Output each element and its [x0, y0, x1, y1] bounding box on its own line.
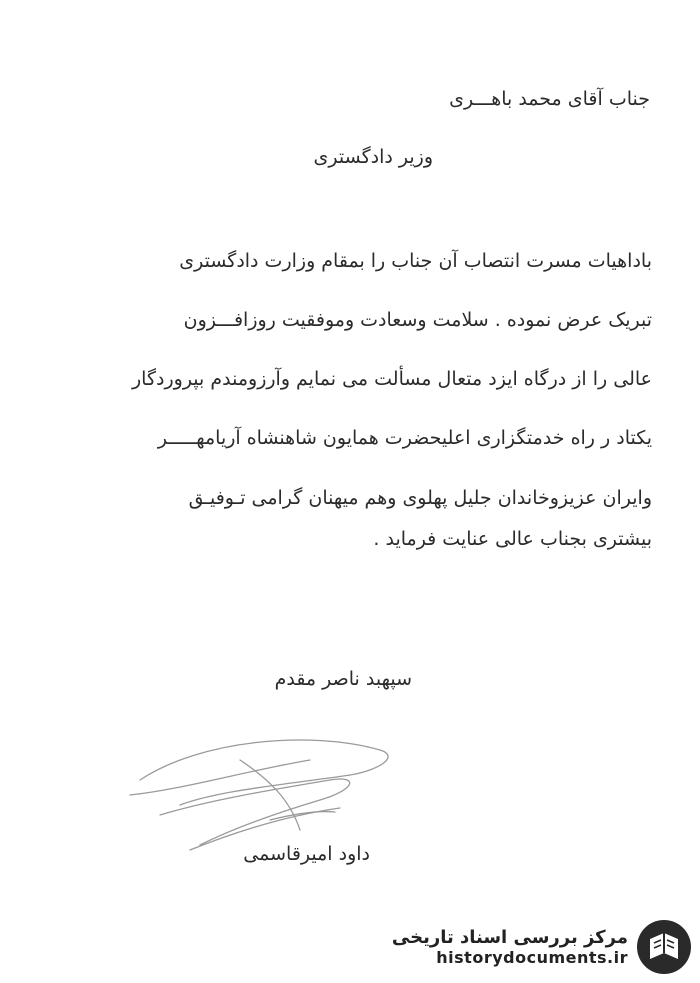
archive-logo-icon [636, 919, 692, 975]
sender-name: سپهبد ناصر مقدم [274, 668, 412, 690]
signer-name: داود امیرقاسمی [243, 843, 370, 865]
body-line: باداهیات مسرت انتصاب آن جناب را بمقام وزارت دادگستری [179, 250, 652, 272]
body-line: عالی را از درگاه ایزد متعال مسألت می نمایم وآرزومندم بپروردگار [132, 368, 652, 390]
addressee-title: وزیر دادگستری [313, 146, 433, 168]
watermark-url: historydocuments.ir [436, 948, 628, 967]
watermark [392, 919, 692, 975]
watermark-title: مرکز بررسی اسناد تاریخی [391, 927, 628, 948]
body-line: بیشتری بجناب عالی عنایت فرماید . [373, 528, 652, 550]
body-line: تبریک عرض نموده . سلامت وسعادت وموفقیت روزافـــزون [183, 309, 652, 331]
salutation: جناب آقای محمد باهـــری [449, 88, 650, 110]
body-line: وایران عزیزوخاندان جلیل پهلوی وهم میهنان گرامی تـوفیـق [188, 487, 652, 509]
body-line: یکتاد ر راه خدمتگزاری اعلیحضرت همایون شاهنشاه آریامهـــــر [157, 427, 652, 449]
